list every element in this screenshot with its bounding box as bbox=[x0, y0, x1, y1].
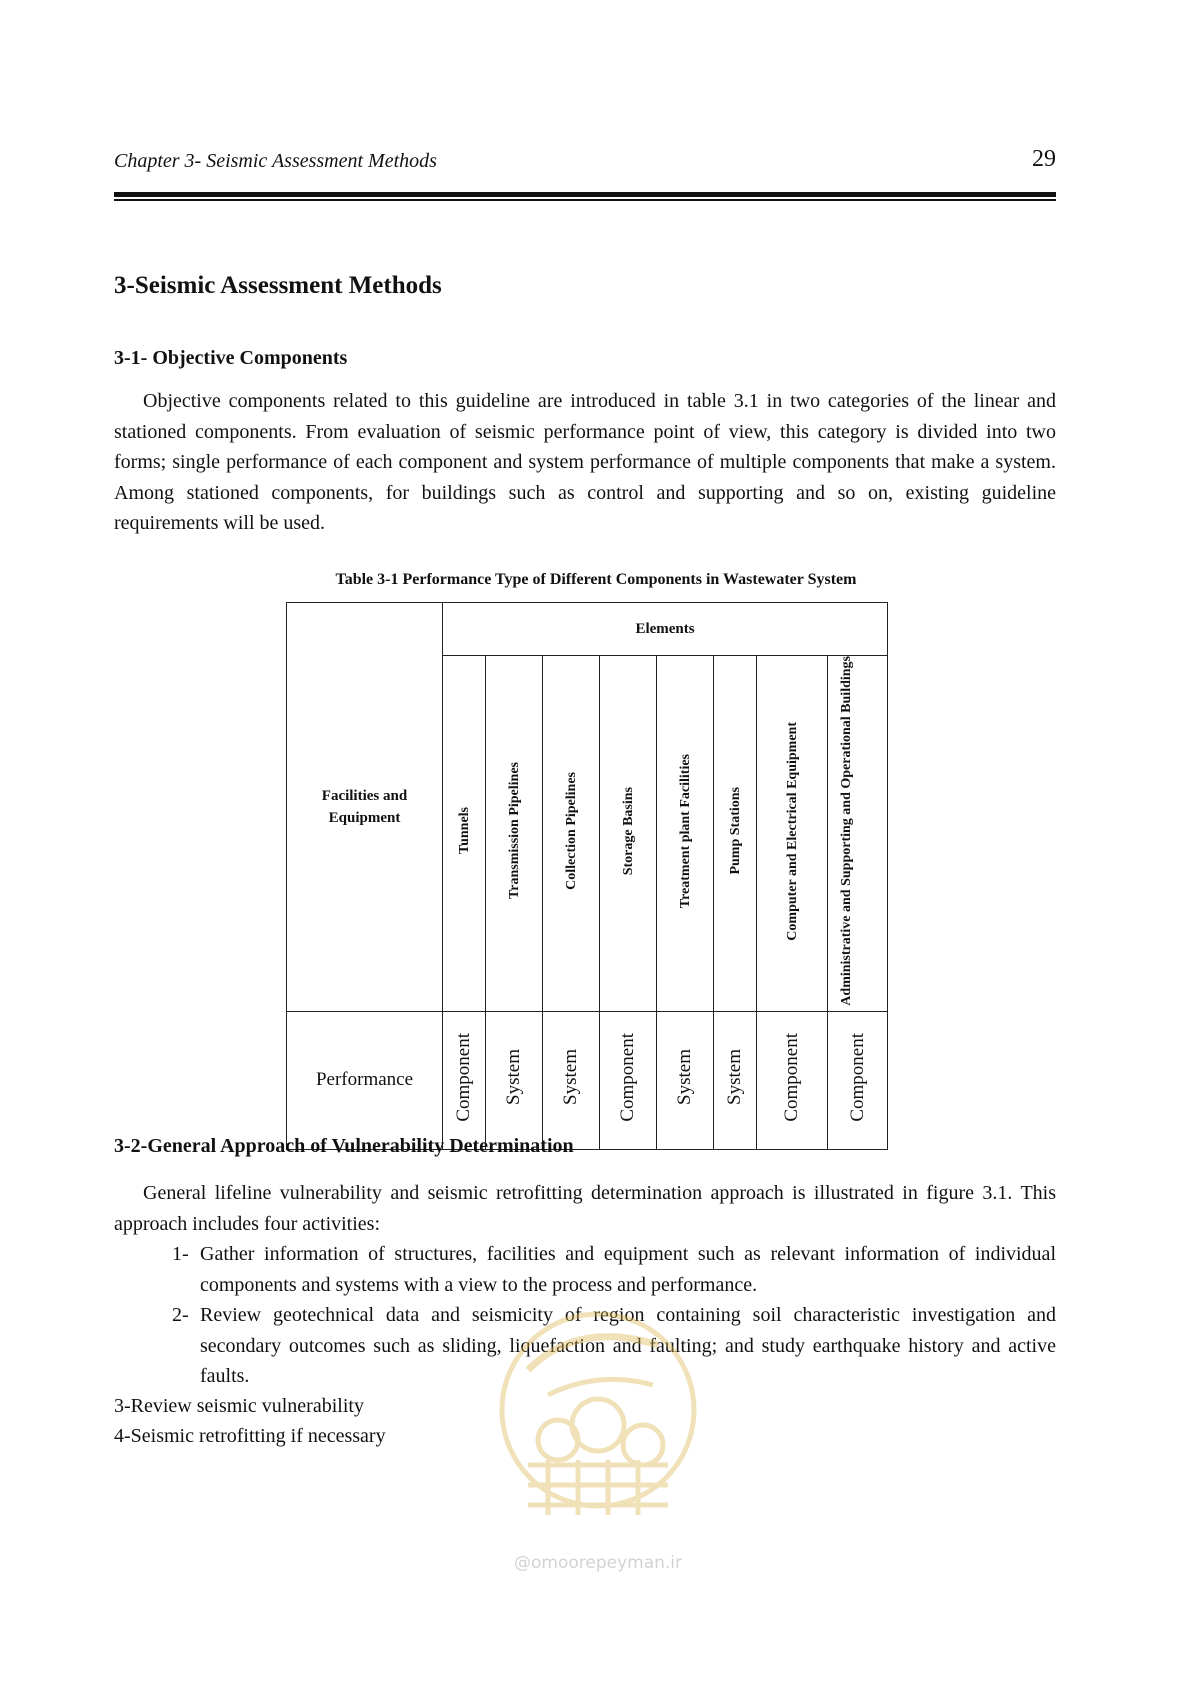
table-cell bbox=[486, 1011, 543, 1149]
list-item-number: 2- bbox=[172, 1304, 189, 1326]
table-cell bbox=[828, 1011, 888, 1149]
table-row bbox=[287, 1011, 888, 1149]
header-rule-thick bbox=[114, 192, 1056, 197]
column-header bbox=[714, 656, 757, 1012]
table-cell bbox=[443, 1011, 486, 1149]
performance-value: System bbox=[560, 1049, 581, 1106]
performance-value: Component bbox=[453, 1032, 474, 1122]
column-header bbox=[443, 656, 486, 1012]
watermark-text: @omoorepeyman.ir bbox=[513, 1553, 683, 1573]
page-number: 29 bbox=[1032, 146, 1056, 172]
elements-header: Elements bbox=[443, 603, 888, 656]
chapter-heading: 3-Seismic Assessment Methods bbox=[114, 272, 442, 299]
list-item: 3-Review seismic vulnerability bbox=[114, 1395, 364, 1417]
column-header-label: Computer and Electrical Equipment bbox=[784, 721, 800, 941]
list-item bbox=[114, 1239, 1056, 1301]
column-header-label: Administrative and Supporting and Operational Buildings bbox=[838, 656, 854, 1006]
column-header-label: Collection Pipelines bbox=[563, 771, 579, 890]
performance-label: Performance bbox=[287, 1011, 443, 1149]
performance-value: Component bbox=[781, 1032, 802, 1122]
column-header-label: Transmission Pipelines bbox=[506, 762, 522, 900]
performance-value: System bbox=[724, 1049, 745, 1106]
list-item-number: 1- bbox=[172, 1243, 189, 1265]
column-header-label: Treatment plant Facilities bbox=[677, 753, 693, 908]
column-header bbox=[543, 656, 600, 1012]
header-rule-thin bbox=[114, 199, 1056, 201]
column-header bbox=[600, 656, 657, 1012]
list-item: 4-Seismic retrofitting if necessary bbox=[114, 1425, 386, 1447]
table-cell bbox=[714, 1011, 757, 1149]
section-heading-objective-components: 3-1- Objective Components bbox=[114, 347, 348, 369]
column-header-label: Tunnels bbox=[456, 807, 472, 855]
page-header bbox=[114, 146, 1056, 180]
performance-value: System bbox=[674, 1049, 695, 1106]
list-item-text: Review geotechnical data and seismicity of region containing soil characteristic investigation and secondary outcomes such as sliding, liquefaction and faulting; and study earthquake history and active faults. bbox=[200, 1304, 1056, 1387]
column-header bbox=[486, 656, 543, 1012]
table-cell bbox=[543, 1011, 600, 1149]
column-header-label: Pump Stations bbox=[727, 787, 743, 875]
column-header bbox=[828, 656, 888, 1012]
column-header bbox=[757, 656, 828, 1012]
paragraph-general-approach: General lifeline vulnerability and seismic retrofitting determination approach is illustrated in figure 3.1. This approach includes four activities: bbox=[114, 1182, 1056, 1235]
table-caption: Table 3-1 Performance Type of Different Components in Wastewater System bbox=[335, 571, 857, 588]
performance-value: Component bbox=[617, 1032, 638, 1122]
column-header bbox=[657, 656, 714, 1012]
performance-table bbox=[286, 602, 888, 1150]
facilities-equipment-label: Facilities and Equipment bbox=[321, 787, 408, 826]
section-heading-general-approach: 3-2-General Approach of Vulnerability Determination bbox=[114, 1135, 574, 1157]
column-header-label: Storage Basins bbox=[620, 786, 636, 875]
table-cell bbox=[600, 1011, 657, 1149]
performance-value: System bbox=[503, 1049, 524, 1106]
table-cell bbox=[657, 1011, 714, 1149]
list-item-text: Gather information of structures, facilities and equipment such as relevant information of individual components and systems with a view to the process and performance. bbox=[200, 1243, 1056, 1296]
watermark-logo bbox=[488, 1300, 708, 1590]
paragraph-objective-components: Objective components related to this guideline are introduced in table 3.1 in two categories of the linear and stationed components. From evaluation of seismic performance point of view, this category is divided into two forms; single performance of each component and system performance of multiple components that make a system. Among stationed components, for buildings such as control and supporting and so on, existing guideline requirements will be used. bbox=[114, 390, 1056, 534]
table-row-header bbox=[287, 603, 443, 1012]
chapter-title: Chapter 3- Seismic Assessment Methods bbox=[114, 150, 437, 172]
table-cell bbox=[757, 1011, 828, 1149]
performance-value: Component bbox=[846, 1032, 868, 1122]
